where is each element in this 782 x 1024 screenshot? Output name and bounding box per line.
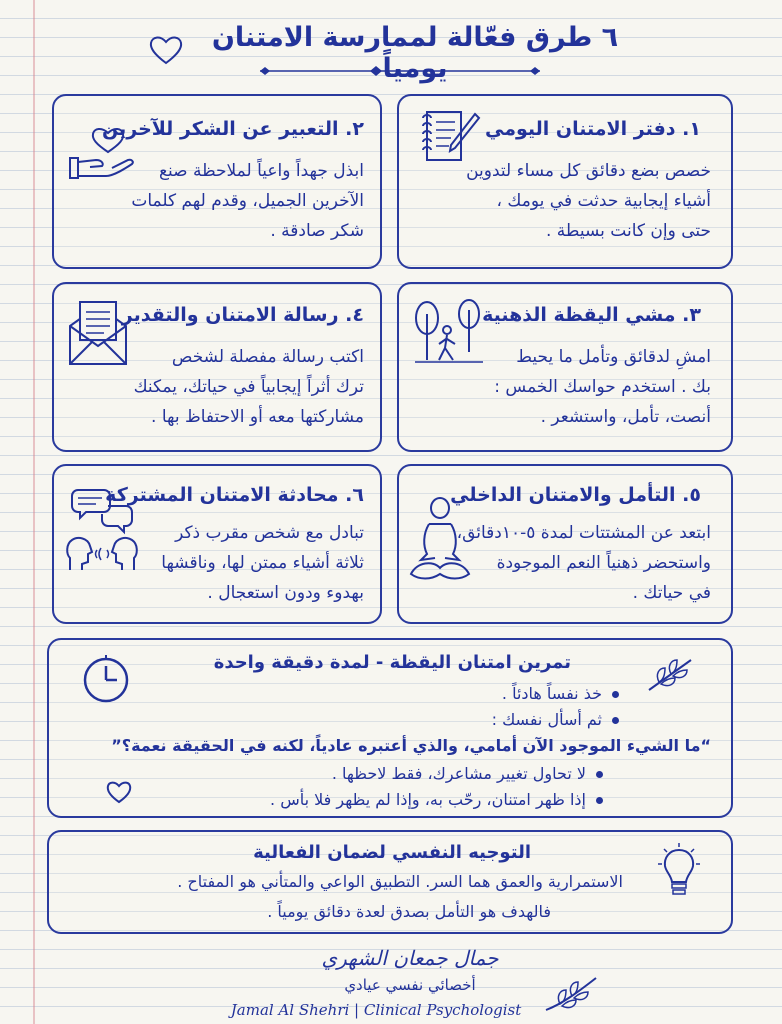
card-title: ٣. مشي اليقظة الذهنية xyxy=(482,304,701,326)
leaf-branch-icon xyxy=(645,654,695,694)
card-title: ٢. التعبير عن الشكر للآخرين xyxy=(102,118,364,140)
card-body: ابذل جهداً واعياً لملاحظة صنع الآخرين الجميل، وقدم لهم كلمات شكر صادقة . xyxy=(131,161,364,241)
card-title: ٦. محادثة الامتنان المشتركة xyxy=(105,484,364,506)
title-divider xyxy=(250,64,550,78)
leaf-sprig-icon xyxy=(542,974,600,1014)
notebook-pen-icon xyxy=(419,108,481,166)
guidance-line: الاستمرارية والعمق هما السر. التطبيق الواعي والمتأني هو المفتاح . xyxy=(177,872,623,891)
clock-icon xyxy=(81,652,131,704)
guidance-title: التوجيه النفسي لضمان الفعالية xyxy=(253,842,531,863)
exercise-note: لا تحاول تغيير مشاعرك، فقط لاحظها . xyxy=(332,764,603,783)
lightbulb-icon xyxy=(657,842,701,900)
card-thank-others xyxy=(52,94,382,269)
card-body: تبادل مع شخص مقرب ذكر ثلاثة أشياء ممتن لها، وناقشها بهدوء ودون استعجال . xyxy=(161,523,364,603)
heart-icon xyxy=(105,780,133,804)
signature-name: جمال جمعان الشهري xyxy=(321,946,499,970)
signature-english: Jamal Al Shehri | Clinical Psychologist xyxy=(230,1001,522,1019)
card-title: ٤. رسالة الامتنان والتقدير xyxy=(121,304,364,326)
signature-role: أخصائي نفسي عيادي xyxy=(344,976,476,994)
exercise-step: ثم أسأل نفسك : xyxy=(492,710,619,729)
card-body: امشِ لدقائق وتأمل ما يحيط بك . استخدم حواسك الخمس : أنصت، تأمل، واستشعر . xyxy=(494,347,711,427)
card-body: ابتعد عن المشتتات لمدة ٥-١٠دقائق، واستحضر ذهنياً النعم الموجودة في حياتك . xyxy=(456,523,711,603)
exercise-note: إذا ظهر امتنان، رحّب به، وإذا لم يظهر فلا بأس . xyxy=(270,790,603,809)
card-title: ٥. التأمل والامتنان الداخلي xyxy=(450,484,701,506)
conversation-icon xyxy=(64,484,140,576)
exercise-step: خذ نفساً هادئاً . xyxy=(502,684,619,703)
exercise-box xyxy=(47,638,733,818)
page-title: ٦ طرق فعّالة لممارسة الامتنان يومياً xyxy=(211,22,619,84)
exercise-title: تمرين امتنان اليقظة - لمدة دقيقة واحدة xyxy=(213,652,571,673)
heart-hand-icon xyxy=(66,120,138,188)
card-body: اكتب رسالة مفصلة لشخص ترك أثراً إيجابياً في حياتك، يمكنك مشاركتها معه أو الاحتفاظ بها . xyxy=(133,347,364,427)
card-body: خصص بضع دقائق كل مساء لتدوين أشياء إيجابية حدثت في يومك ، حتى وإن كانت بسيطة . xyxy=(466,161,711,241)
guidance-box xyxy=(47,830,733,934)
card-gratitude-letter xyxy=(52,282,382,452)
card-title: ١. دفتر الامتنان اليومي xyxy=(484,118,701,140)
heart-icon xyxy=(148,34,184,66)
card-mindful-walk xyxy=(397,282,733,452)
walking-trees-icon xyxy=(411,294,487,370)
card-shared-conversation xyxy=(52,464,382,624)
envelope-letter-icon xyxy=(66,298,130,368)
meditation-icon xyxy=(405,494,475,588)
card-meditation xyxy=(397,464,733,624)
card-gratitude-journal xyxy=(397,94,733,269)
guidance-line: فالهدف هو التأمل بصدق لعدة دقائق يومياً . xyxy=(267,902,551,921)
exercise-quote: “ما الشيء الموجود الآن أمامي، والذي أعتبره عادياً، لكنه في الحقيقة نعمة؟” xyxy=(111,736,711,755)
